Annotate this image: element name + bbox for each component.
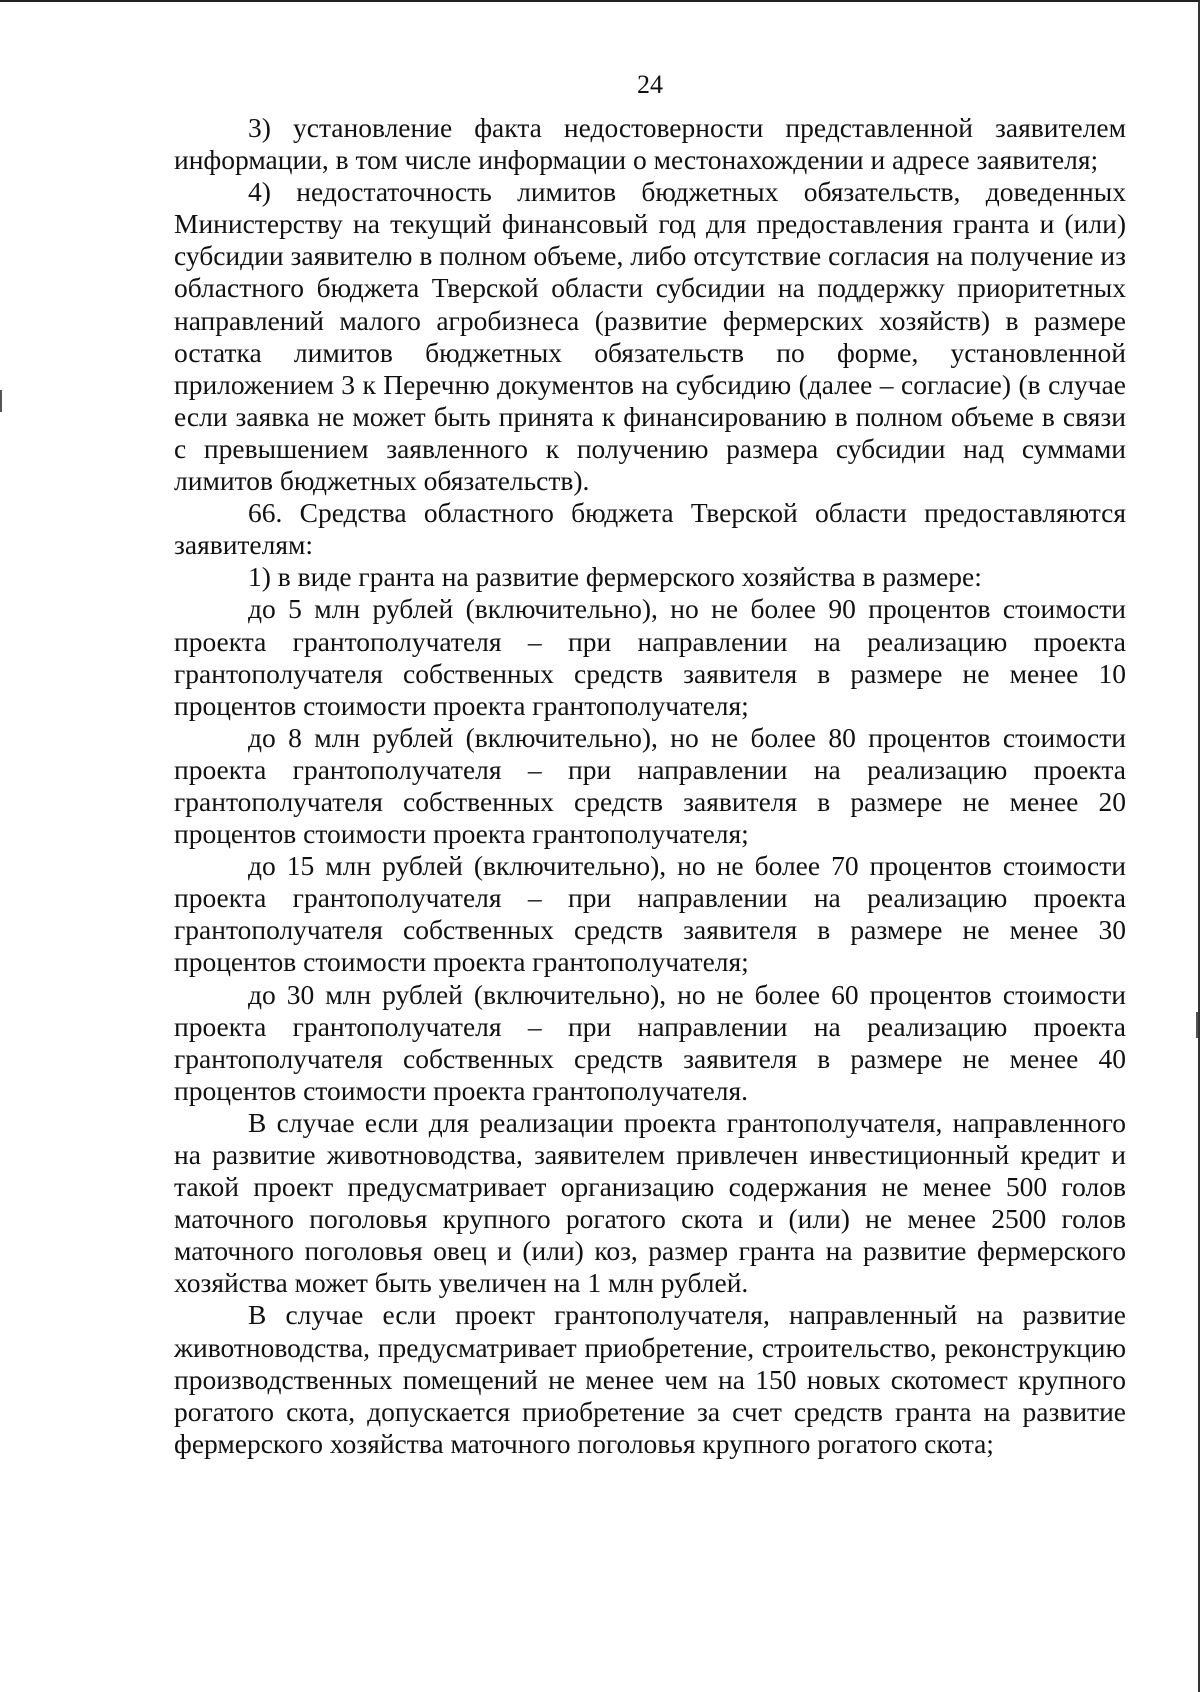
paragraph-item-4: 4) недостаточность лимитов бюджетных обязательств, доведенных Министерству на текущий финансовый год для предоставления гранта и (или) субсидии заявителю в полном объеме, либо отсутствие согласия на получение из областного бюджета Тверской области субсидии на поддержку приоритетных направлений малого агробизнеса (развитие фермерских хозяйств) в размере остатка лимитов бюджетных обязательств по форме, установленной приложением 3 к Перечню документов на субсидию (далее – согласие) (в случае если заявка не может быть принята к финансированию в полном объеме в связи с превышением заявленного к получению размера субсидии над суммами лимитов бюджетных обязательств).: [174, 176, 1126, 497]
document-body: [174, 112, 1126, 1460]
paragraph-item-3: 3) установление факта недостоверности представленной заявителем информации, в том числе информации о местонахождении и адресе заявителя;: [174, 112, 1126, 176]
paragraph-grant-30mln: до 30 млн рублей (включительно), но не более 60 процентов стоимости проекта грантополучателя – при направлении на реализацию проекта грантополучателя собственных средств заявителя в размере не менее 40 процентов стоимости проекта грантополучателя.: [174, 978, 1126, 1106]
scan-edge-mark: [1196, 1012, 1198, 1038]
paragraph-livestock-premises: В случае если проект грантополучателя, направленный на развитие животноводства, предусматривает приобретение, строительство, реконструкцию производственных помещений не менее чем на 150 новых скотомест крупного рогатого скота, допускается приобретение за счет средств гранта на развитие фермерского хозяйства маточного поголовья крупного рогатого скота;: [174, 1299, 1126, 1459]
paragraph-grant-15mln: до 15 млн рублей (включительно), но не более 70 процентов стоимости проекта грантополучателя – при направлении на реализацию проекта грантополучателя собственных средств заявителя в размере не менее 30 процентов стоимости проекта грантополучателя;: [174, 850, 1126, 978]
paragraph-66-subitem-1: 1) в виде гранта на развитие фермерского хозяйства в размере:: [248, 561, 982, 593]
paragraph-66: 66. Средства областного бюджета Тверской области предоставляются заявителям:: [174, 497, 1126, 561]
paragraph-grant-5mln: до 5 млн рублей (включительно), но не более 90 процентов стоимости проекта грантополучателя – при направлении на реализацию проекта грантополучателя собственных средств заявителя в размере не менее 10 процентов стоимости проекта грантополучателя;: [174, 593, 1126, 721]
page-number: 24: [637, 70, 663, 99]
paragraph-grant-8mln: до 8 млн рублей (включительно), но не более 80 процентов стоимости проекта грантополучателя – при направлении на реализацию проекта грантополучателя собственных средств заявителя в размере не менее 20 процентов стоимости проекта грантополучателя;: [174, 721, 1126, 850]
scan-edge-mark: [0, 390, 2, 412]
paragraph-livestock-credit: В случае если для реализации проекта грантополучателя, направленного на развитие животноводства, заявителем привлечен инвестиционный кредит и такой проект предусматривает организацию содержания не менее 500 голов маточного поголовья крупного рогатого скота и (или) не менее 2500 голов маточного поголовья овец и (или) коз, размер гранта на развитие фермерского хозяйства может быть увеличен на 1 млн рублей.: [174, 1106, 1126, 1299]
